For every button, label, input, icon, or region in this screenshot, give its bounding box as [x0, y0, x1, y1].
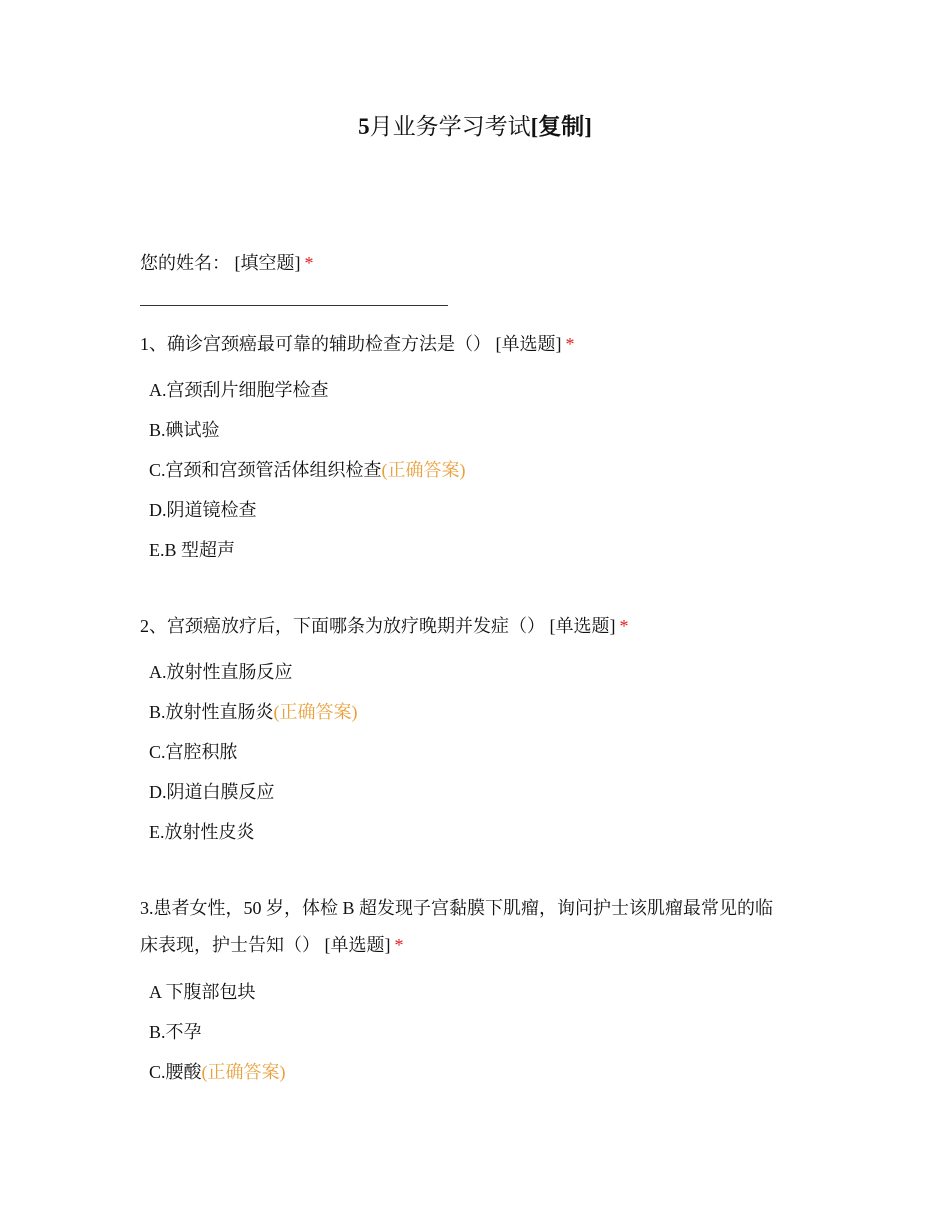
correct-answer-tag: (正确答案): [201, 1062, 286, 1082]
option-text: A.宫颈刮片细胞学检查: [149, 380, 329, 400]
option-text: B.不孕: [149, 1022, 202, 1042]
option-text: B.放射性直肠炎: [149, 702, 274, 722]
option-1c[interactable]: [149, 456, 466, 484]
required-mark: *: [565, 334, 575, 354]
question-text: 2、宫颈癌放疗后，下面哪条为放疗晚期并发症（） [单选题]: [140, 616, 616, 636]
question-2: [140, 608, 820, 645]
option-text: A 下腹部包块: [149, 982, 256, 1002]
option-text: D.阴道白膜反应: [149, 782, 275, 802]
question-text-line-2: [140, 927, 820, 964]
correct-answer-tag: (正确答案): [381, 460, 466, 480]
option-2a[interactable]: [149, 658, 293, 686]
option-text: C.宫腔积脓: [149, 742, 238, 762]
option-3c[interactable]: [149, 1058, 286, 1086]
title-suffix: [复制]: [530, 114, 592, 139]
option-text: C.宫颈和宫颈管活体组织检查: [149, 460, 382, 480]
question-1: [140, 326, 820, 363]
question-text-line-1: 3.患者女性，50 岁，体检 B 超发现子宫黏膜下肌瘤，询问护士该肌瘤最常见的临: [140, 898, 774, 918]
option-2e[interactable]: [149, 818, 255, 846]
option-1d[interactable]: [149, 496, 257, 524]
option-1a[interactable]: [149, 376, 329, 404]
option-text: E.放射性皮炎: [149, 822, 255, 842]
page-title: [0, 112, 950, 142]
option-text: A.放射性直肠反应: [149, 662, 293, 682]
option-3b[interactable]: [149, 1018, 202, 1046]
title-number: 5: [358, 114, 370, 139]
option-1e[interactable]: [149, 536, 235, 564]
question-text: 床表现，护士告知（） [单选题]: [140, 935, 391, 955]
name-answer-blank[interactable]: [140, 305, 448, 306]
correct-answer-tag: (正确答案): [273, 702, 358, 722]
option-text: B.碘试验: [149, 420, 220, 440]
option-text: C.腰酸: [149, 1062, 202, 1082]
option-2b[interactable]: [149, 698, 358, 726]
required-mark: *: [394, 935, 404, 955]
option-text: E.B 型超声: [149, 540, 236, 560]
title-text: 月业务学习考试: [369, 114, 531, 139]
option-text: D.阴道镜检查: [149, 500, 257, 520]
question-text: 1、确诊宫颈癌最可靠的辅助检查方法是（） [单选题]: [140, 334, 562, 354]
question-text: 您的姓名： [填空题]: [140, 253, 301, 273]
option-3a[interactable]: [149, 978, 256, 1006]
required-mark: *: [619, 616, 629, 636]
name-question: [140, 245, 820, 282]
question-3: [140, 890, 820, 964]
option-2c[interactable]: [149, 738, 238, 766]
option-2d[interactable]: [149, 778, 275, 806]
option-1b[interactable]: [149, 416, 220, 444]
required-mark: *: [304, 253, 314, 273]
